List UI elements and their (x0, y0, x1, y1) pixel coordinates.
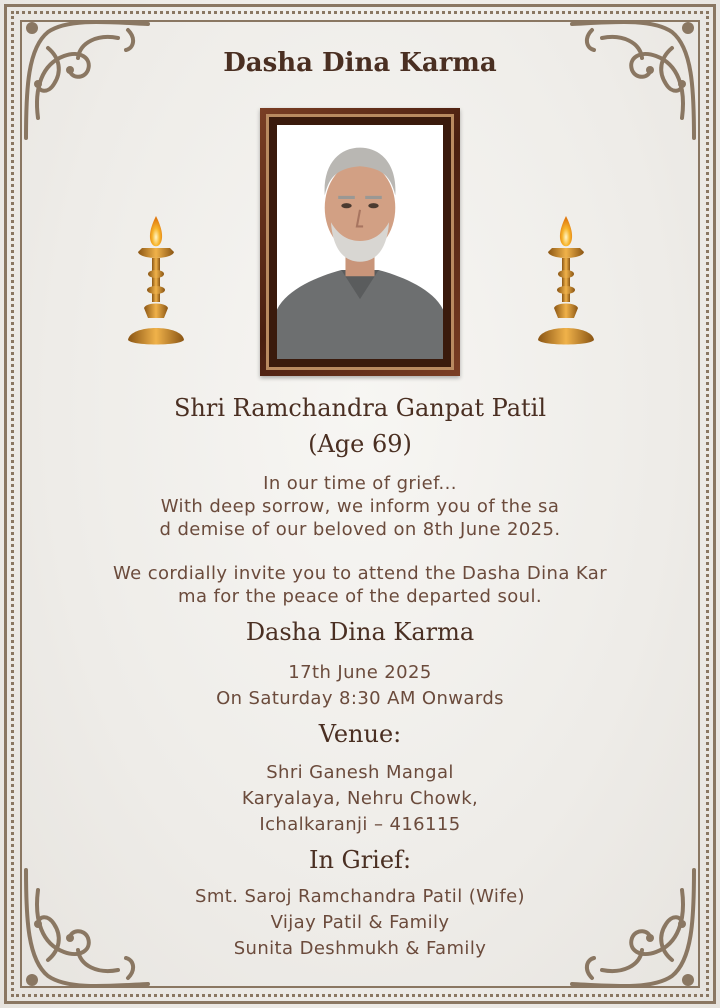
invitation-line: We cordially invite you to attend the Dasha Dina Kar (112, 563, 608, 584)
family-member: Smt. Saroj Ramchandra Patil (Wife) (195, 886, 525, 907)
event-details (0, 660, 720, 712)
venue-line: Shri Ganesh Mangal (266, 762, 454, 783)
grief-heading: In Grief: (308, 846, 412, 874)
message-line: With deep sorrow, we inform you of the sa (160, 496, 560, 517)
family-member: Vijay Patil & Family (270, 912, 450, 933)
venue-address (0, 760, 720, 838)
oil-lamp-icon (534, 212, 598, 352)
event-date: 17th June 2025 (288, 662, 432, 683)
invitation-text (0, 562, 720, 608)
corner-ornament-icon (8, 8, 158, 148)
corner-ornament-icon (562, 8, 712, 148)
message-line: In our time of grief... (263, 473, 457, 494)
event-title: Dasha Dina Karma (245, 618, 475, 646)
invitation-line: ma for the peace of the departed soul. (178, 586, 542, 607)
oil-lamp-icon (124, 212, 188, 352)
page-title: Dasha Dina Karma (223, 48, 497, 78)
event-time: On Saturday 8:30 AM Onwards (216, 688, 504, 709)
portrait-photo (277, 125, 443, 359)
venue-heading: Venue: (318, 720, 402, 748)
condolence-message (0, 472, 720, 541)
photo-frame-icon (260, 108, 460, 376)
venue-line: Ichalkaranji – 416115 (259, 814, 461, 835)
deceased-name: Shri Ramchandra Ganpat Patil (173, 394, 547, 422)
venue-line: Karyalaya, Nehru Chowk, (241, 788, 479, 809)
message-line: d demise of our beloved on 8th June 2025. (159, 519, 561, 540)
family-member: Sunita Deshmukh & Family (233, 938, 487, 959)
grief-family-list (0, 884, 720, 962)
deceased-age: (Age 69) (308, 430, 412, 458)
